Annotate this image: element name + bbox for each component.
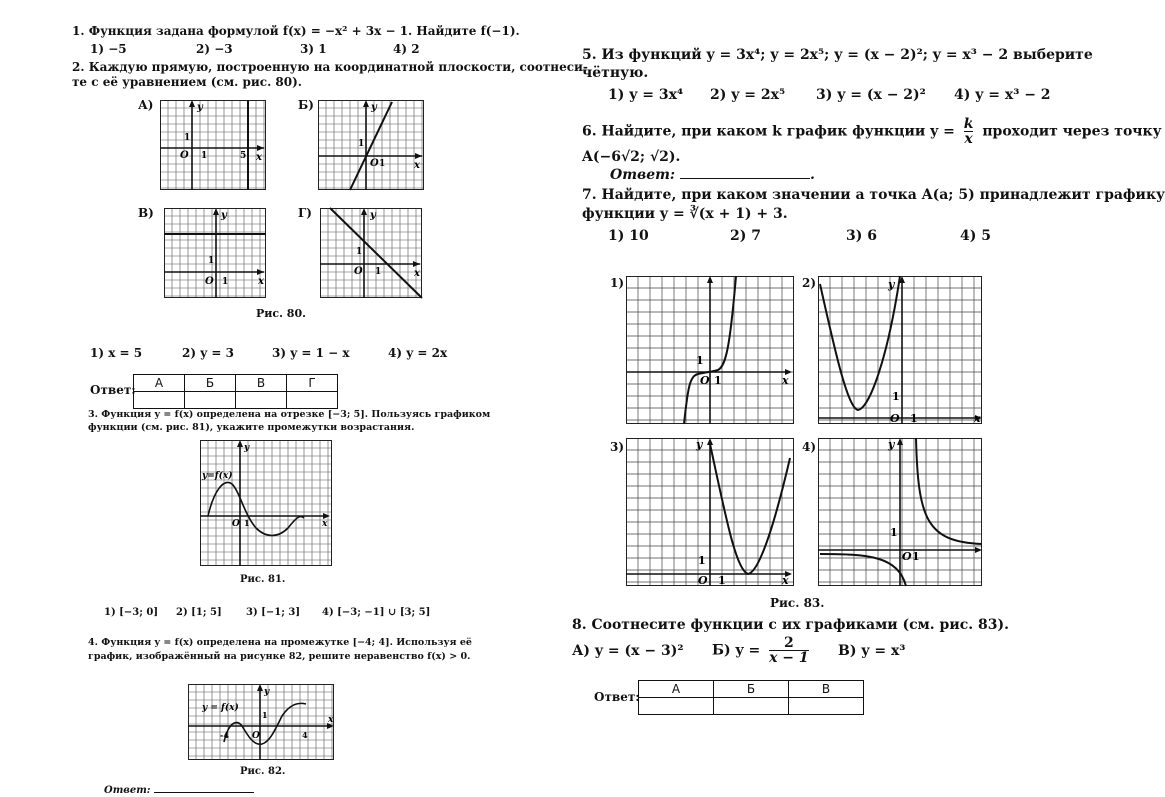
graph-v-one-y: 1 <box>208 256 215 266</box>
q1-text: 1. Функция задана формулой f(x) = −x² + 3x − 1. Найдите f(−1). <box>72 24 520 38</box>
fig83-3-one-x: 1 <box>718 574 726 587</box>
q2-answer-cell-v[interactable] <box>236 392 287 409</box>
fig80-caption: Рис. 80. <box>256 307 306 320</box>
fig83-2-origin: O <box>890 412 900 425</box>
q4-answer-field[interactable] <box>154 780 254 793</box>
graph-g-one-y: 1 <box>356 247 363 257</box>
graph-v-origin: O <box>205 276 214 287</box>
q2-text-line1: 2. Каждую прямую, построенную на координатной плоскости, соотнеси- <box>72 60 588 74</box>
graph-b-one-x: 1 <box>379 159 386 169</box>
graph-b-label: Б) <box>298 98 314 112</box>
q2-answer-cell-b[interactable] <box>185 392 236 409</box>
fig83-label-1: 1) <box>610 276 625 290</box>
fig82-graph <box>188 684 334 760</box>
q7-text-line1: 7. Найдите, при каком значении a точка A(a; 5) принадлежит графику <box>582 187 1165 203</box>
q8-text: 8. Соотнесите функции с их графиками (см. рис. 83). <box>572 617 1009 633</box>
q6-point: A(−6√2; √2). <box>582 149 681 165</box>
q1-option-3: 3) 1 <box>300 42 327 56</box>
fig82-minus4: -4 <box>220 730 229 740</box>
q5-text-line2: чётную. <box>582 65 649 81</box>
q7-option-3: 3) 6 <box>846 228 877 244</box>
fig83-1-one-y: 1 <box>696 354 704 367</box>
q2-answer-label: Ответ: <box>90 383 136 397</box>
q8-answer-cell-b[interactable] <box>714 698 789 715</box>
graph-g-axis-x: x <box>414 268 420 279</box>
fig81-graph <box>200 440 332 566</box>
q7-option-4: 4) 5 <box>960 228 991 244</box>
fig83-4-axis-y: y <box>888 438 895 451</box>
q8-option-b-denominator: x − 1 <box>769 650 809 666</box>
fig83-2-one-x: 1 <box>910 412 918 425</box>
fig83-3-one-y: 1 <box>698 554 706 567</box>
q6-fraction-denominator: x <box>964 131 973 147</box>
fig83-label-4: 4) <box>802 440 817 454</box>
fig83-graph-1 <box>626 276 794 424</box>
q7-option-2: 2) 7 <box>730 228 761 244</box>
q3-option-1: 1) [−3; 0] <box>104 607 159 618</box>
graph-v-axis-x: x <box>258 276 264 287</box>
fig81-axis-y: y <box>244 443 250 453</box>
q2-answer-header-b: Б <box>185 375 236 392</box>
q8-option-b-pre: Б) y = <box>712 642 761 659</box>
fig83-caption: Рис. 83. <box>770 596 825 610</box>
q2-answer-cell-a[interactable] <box>134 392 185 409</box>
q8-answer-header-v: В <box>789 681 864 698</box>
fig83-4-origin: O <box>902 550 912 563</box>
graph-b <box>318 100 424 190</box>
q6-text <box>582 117 1162 146</box>
q8-answer-header-a: А <box>639 681 714 698</box>
q2-text-line2: те с её уравнением (см. рис. 80). <box>72 75 302 89</box>
graph-b-axis-y: y <box>371 102 377 113</box>
q6-answer-dot: . <box>809 167 815 183</box>
graph-a-axis-x: x <box>256 152 262 163</box>
q1-option-1: 1) −5 <box>90 42 127 56</box>
q6-answer-label: Ответ: <box>610 167 676 183</box>
q6-text-pre: 6. Найдите, при каком k график функции y = <box>582 123 955 140</box>
q8-answer-label: Ответ: <box>594 690 640 704</box>
graph-g-label: Г) <box>298 206 312 220</box>
fig83-1-axis-x: x <box>782 374 789 387</box>
fig81-axis-x: x <box>322 519 328 529</box>
graph-a-one-x: 1 <box>201 151 208 161</box>
q4-text-line1: 4. Функция y = f(x) определена на промежутке [−4; 4]. Используя её <box>88 637 472 648</box>
q6-fraction-numerator: k <box>963 116 974 132</box>
q6-answer-field[interactable] <box>680 166 810 179</box>
q8-option-c: В) y = x³ <box>838 643 906 659</box>
q2-option-1: 1) x = 5 <box>90 346 143 360</box>
q8-option-a: А) y = (x − 3)² <box>572 643 684 659</box>
graph-b-axis-x: x <box>414 160 420 171</box>
fig83-graph-3 <box>626 438 794 586</box>
fig82-fn-label: y = f(x) <box>202 703 239 713</box>
fig83-3-axis-x: x <box>782 574 789 587</box>
graph-b-origin: O <box>370 158 379 169</box>
fig83-2-axis-x: x <box>974 412 981 425</box>
q5-option-4: 4) y = x³ − 2 <box>954 87 1051 103</box>
q1-option-4: 4) 2 <box>393 42 420 56</box>
q2-answer-header-a: А <box>134 375 185 392</box>
graph-g <box>320 208 422 298</box>
fig81-caption: Рис. 81. <box>240 574 286 585</box>
q8-answer-cell-a[interactable] <box>639 698 714 715</box>
fig81-origin: O <box>232 519 240 529</box>
graph-a-five: 5 <box>240 151 247 161</box>
fig82-axis-y: y <box>264 687 270 697</box>
q5-option-3: 3) y = (x − 2)² <box>816 87 926 103</box>
fig82-caption: Рис. 82. <box>240 766 286 777</box>
fig83-4-one-x: 1 <box>912 550 920 563</box>
fig82-axis-x: x <box>328 715 334 725</box>
q3-option-3: 3) [−1; 3] <box>246 607 301 618</box>
q2-answer-cell-g[interactable] <box>287 392 338 409</box>
q1-option-2: 2) −3 <box>196 42 233 56</box>
q2-option-2: 2) y = 3 <box>182 346 234 360</box>
fig83-label-2: 2) <box>802 276 817 290</box>
graph-b-one-y: 1 <box>358 139 365 149</box>
q6-text-post: проходит через точку <box>982 123 1162 140</box>
q2-option-4: 4) y = 2x <box>388 346 448 360</box>
graph-v-axis-y: y <box>221 210 227 221</box>
q4-answer-label <box>104 780 254 797</box>
q3-option-2: 2) [1; 5] <box>176 607 222 618</box>
graph-v-label: В) <box>138 206 154 220</box>
q8-answer-header-b: Б <box>714 681 789 698</box>
q8-option-b <box>712 636 809 665</box>
graph-a-one-y: 1 <box>184 133 191 143</box>
q2-option-3: 3) y = 1 − x <box>272 346 350 360</box>
q2-answer-header-v: В <box>236 375 287 392</box>
q3-text-line1: 3. Функция y = f(x) определена на отрезке [−3; 5]. Пользуясь графиком <box>88 409 491 420</box>
graph-g-axis-y: y <box>370 210 376 221</box>
graph-g-one-x: 1 <box>375 267 382 277</box>
graph-a <box>160 100 266 190</box>
q4-text-line2: график, изображённый на рисунке 82, решите неравенство f(x) > 0. <box>88 651 471 662</box>
q8-answer-cell-v[interactable] <box>789 698 864 715</box>
q2-answer-table <box>133 374 338 409</box>
q4-answer-label-text: Ответ: <box>104 785 151 796</box>
fig83-1-one-x: 1 <box>714 374 722 387</box>
q2-answer-header-g: Г <box>287 375 338 392</box>
fig83-2-one-y: 1 <box>892 390 900 403</box>
fig83-graph-4 <box>818 438 982 586</box>
fig83-3-axis-y: y <box>696 438 703 451</box>
q6-answer <box>610 166 815 184</box>
fig81-fn-label: y=f(x) <box>202 471 233 481</box>
graph-g-origin: O <box>354 266 363 277</box>
q3-text-line2: функции (см. рис. 81), укажите промежутки возрастания. <box>88 422 415 433</box>
fig81-one: 1 <box>244 518 250 528</box>
q7-text-line2: функции y = ∛(x + 1) + 3. <box>582 206 788 222</box>
graph-v-one-x: 1 <box>222 277 229 287</box>
graph-a-axis-y: y <box>197 102 203 113</box>
q7-option-1: 1) 10 <box>608 228 649 244</box>
q5-option-1: 1) y = 3x⁴ <box>608 87 684 103</box>
fig82-four: 4 <box>302 730 308 740</box>
fig82-one: 1 <box>262 710 268 720</box>
q8-option-b-numerator: 2 <box>769 636 809 651</box>
q5-option-2: 2) y = 2x⁵ <box>710 87 786 103</box>
fig82-origin: O <box>252 731 260 741</box>
fig83-3-origin: O <box>698 574 708 587</box>
fig83-label-3: 3) <box>610 440 625 454</box>
graph-a-label: А) <box>138 98 154 112</box>
fig83-4-one-y: 1 <box>890 526 898 539</box>
fig83-2-axis-y: y <box>888 278 895 291</box>
graph-v <box>164 208 266 298</box>
graph-a-origin: O <box>180 150 189 161</box>
q3-option-4: 4) [−3; −1] ∪ [3; 5] <box>322 607 431 618</box>
right-page <box>560 0 1165 793</box>
fig83-graph-2 <box>818 276 982 424</box>
q8-answer-table <box>638 680 864 715</box>
fig83-1-origin: O <box>700 374 710 387</box>
q5-text-line1: 5. Из функций y = 3x⁴; y = 2x⁵; y = (x − 2)²; y = x³ − 2 выберите <box>582 47 1093 63</box>
